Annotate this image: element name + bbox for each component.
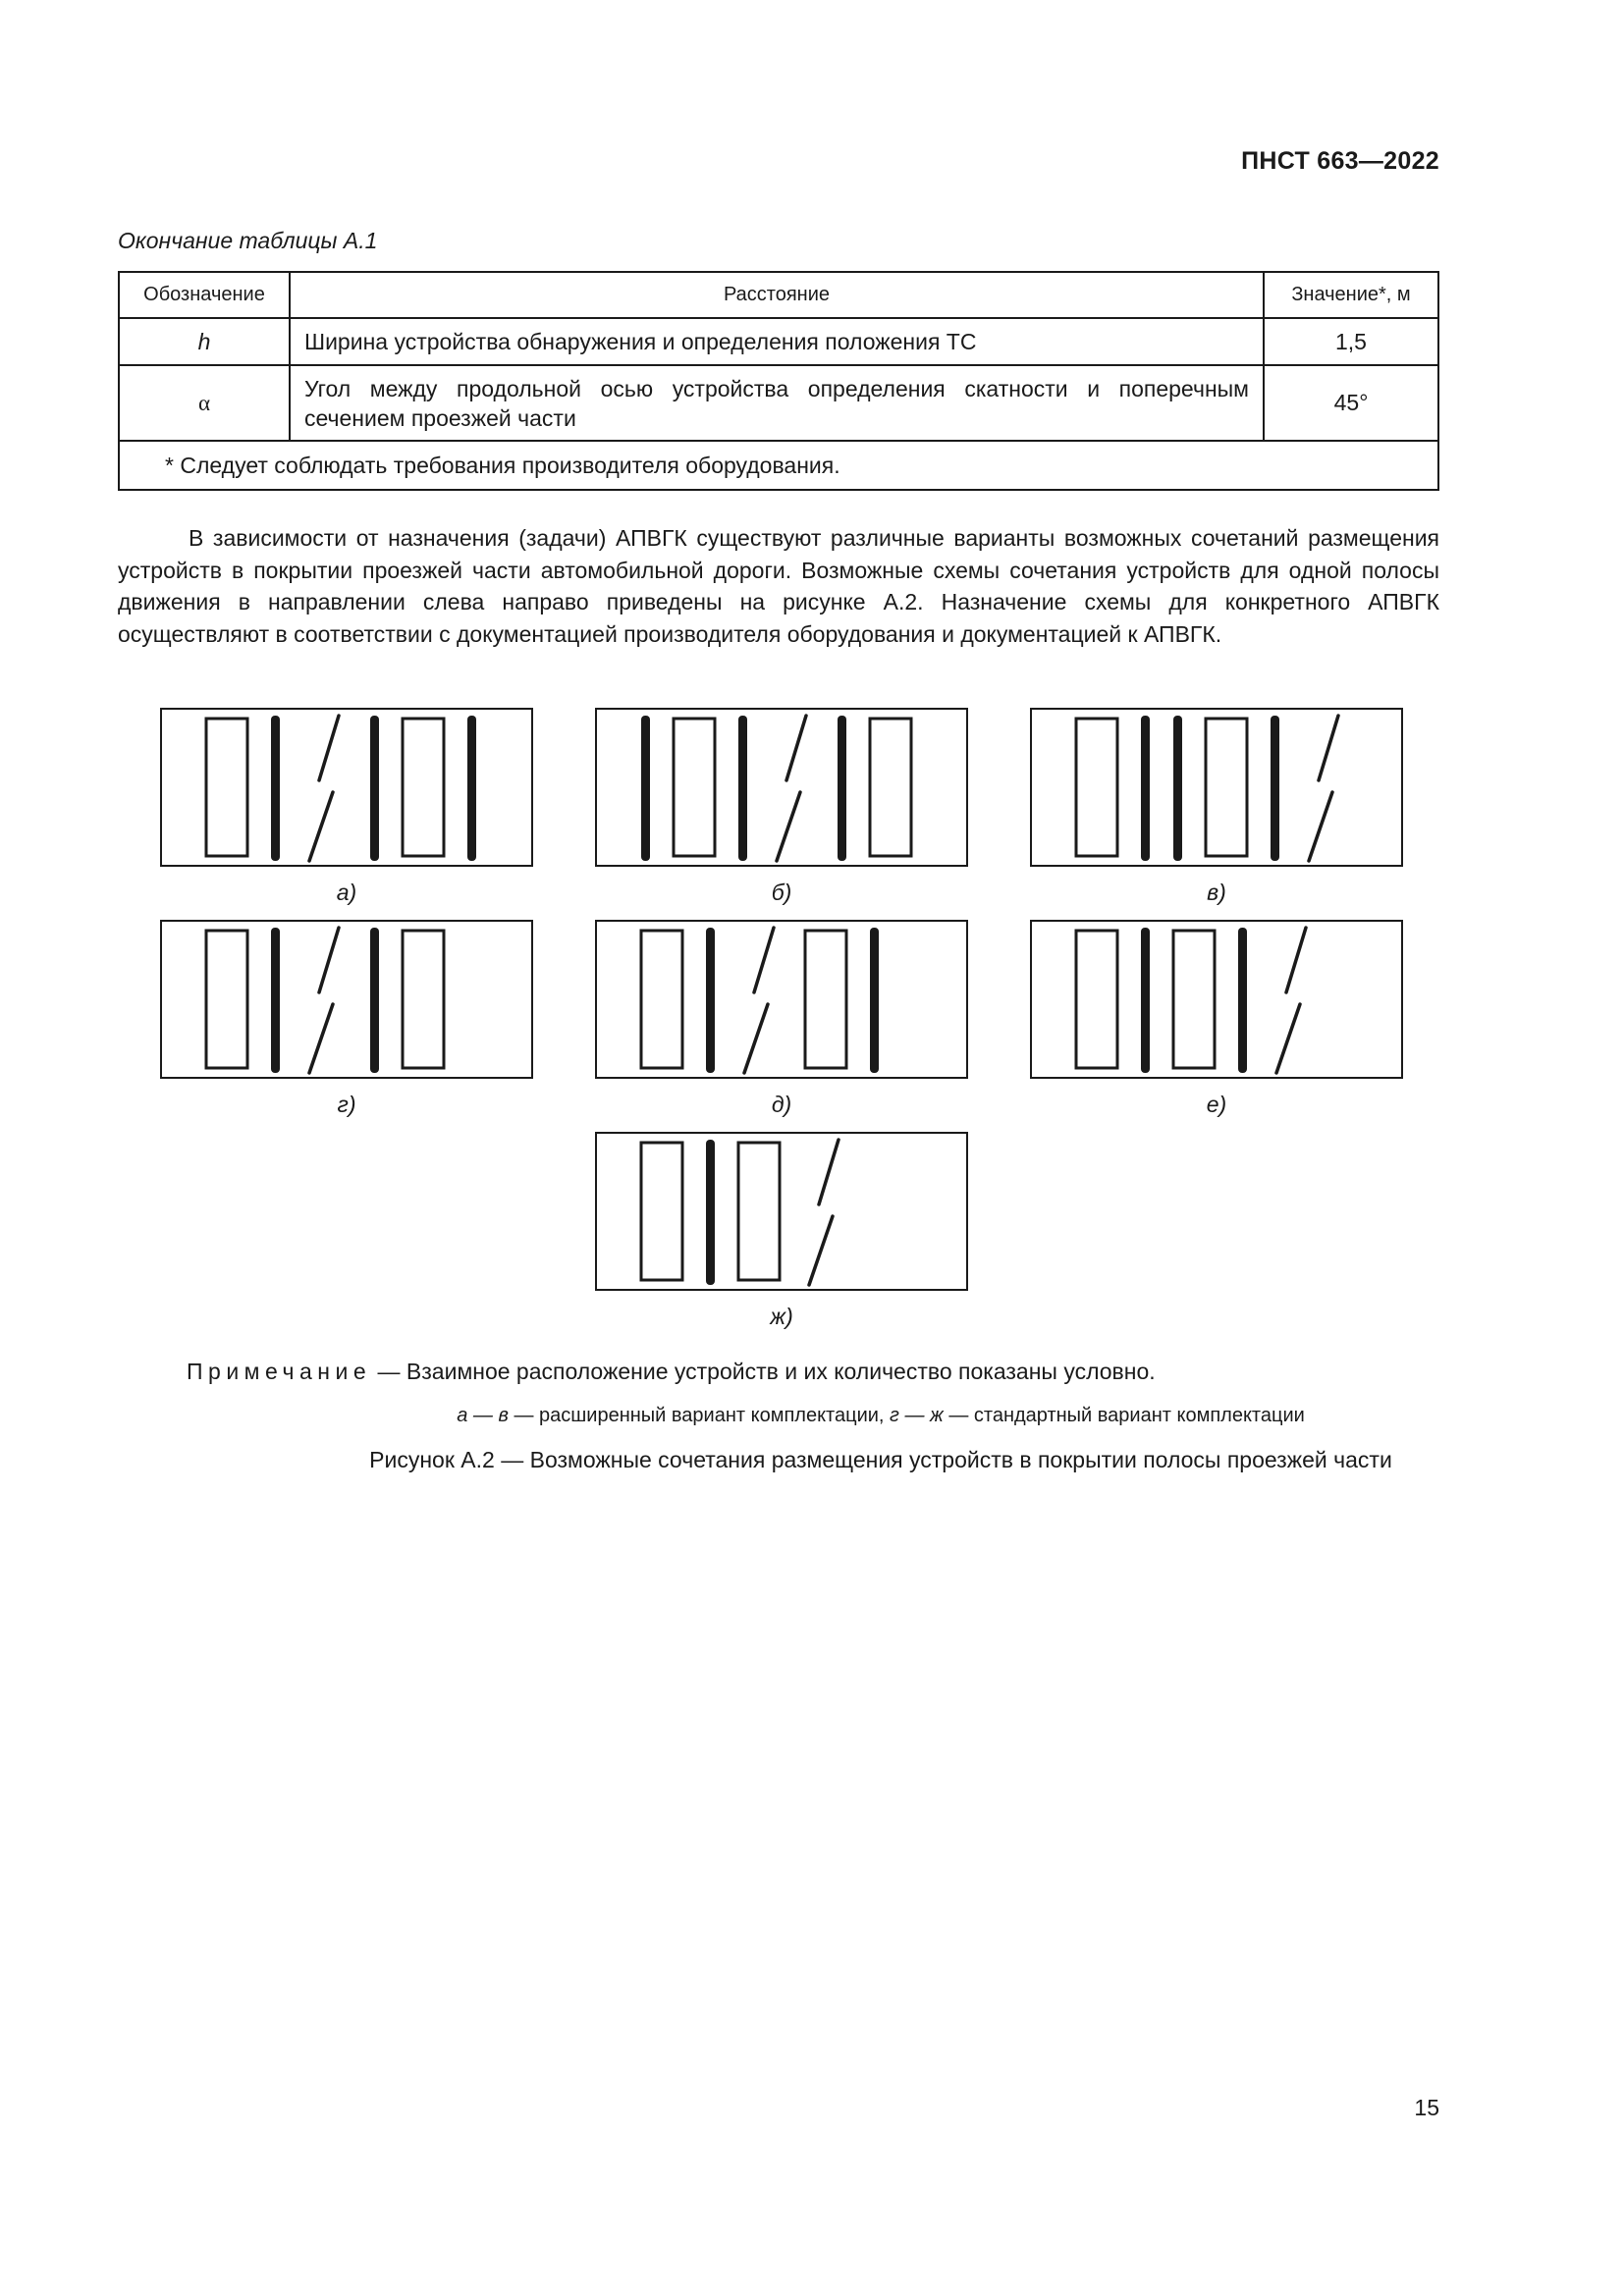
weighing-sensor-bar [1271,716,1279,861]
figure-legend [0,1405,1624,1427]
weighing-sensor-bar [1141,716,1150,861]
table-row [119,365,1438,441]
weighing-sensor-bar [706,1140,715,1285]
column-header-value: Значение*, м [1264,272,1438,318]
detection-device-rect [641,1143,682,1280]
row-symbol: α [119,365,290,441]
scheme-diagram-b [595,708,968,867]
detection-device-rect [206,719,247,856]
scheme-diagram-d [595,920,968,1079]
weighing-sensor-bar [870,928,879,1073]
weighing-sensor-bar [370,928,379,1073]
row-value: 1,5 [1264,318,1438,365]
detection-device-rect [641,931,682,1068]
scheme-label-v: в) [1207,880,1226,905]
scheme-diagram-a [160,708,533,867]
detection-device-rect [805,931,846,1068]
detection-device-rect [1076,931,1117,1068]
tire-sensor-diagonal [309,928,339,1073]
weighing-sensor-bar [1141,928,1150,1073]
scheme-label-e: е) [1206,1092,1227,1117]
scheme-diagram-e [1030,920,1403,1079]
scheme-label-zh: ж) [770,1304,793,1329]
column-header-symbol: Обозначение [119,272,290,318]
weighing-sensor-bar [641,716,650,861]
column-header-distance: Расстояние [290,272,1264,318]
body-paragraph: В зависимости от назначения (задачи) АПВГК существуют различные варианты возможных сочетаний размещения устройств в покрытии проезжей части автомобильной дороги. Возможные схемы сочетания устройств для одной полосы движения в направлении слева направо приведены на рисунке А.2. Назначение схемы для конкретного АПВГК осуществляют в соответствии с документацией производителя оборудования и документацией к АПВГК. [118,525,1439,647]
detection-device-rect [1076,719,1117,856]
legend-range-1: а — в [457,1405,509,1426]
row-description: Ширина устройства обнаружения и определения положения ТС [290,318,1264,365]
scheme-label-b: б) [771,880,792,905]
note-label: Примечание [187,1359,372,1384]
scheme-diagram-zh [595,1132,968,1291]
detection-device-rect [738,1143,780,1280]
weighing-sensor-bar [1238,928,1247,1073]
legend-text-1: — расширенный вариант комплектации, [508,1405,891,1426]
row-symbol: h [119,318,290,365]
figure-note [187,1359,1156,1385]
table-row [119,318,1438,365]
weighing-sensor-bar [271,928,280,1073]
table-footnote: * Следует соблюдать требования производителя оборудования. [119,441,1438,490]
detection-device-rect [674,719,715,856]
weighing-sensor-bar [838,716,846,861]
weighing-sensor-bar [1173,716,1182,861]
legend-range-2: г — ж [890,1405,944,1426]
detection-device-rect [403,719,444,856]
tire-sensor-diagonal [1276,928,1306,1073]
table-header-row [119,272,1438,318]
tire-sensor-diagonal [309,716,339,861]
tire-sensor-diagonal [809,1140,839,1285]
document-code: ПНСТ 663—2022 [1241,147,1439,175]
weighing-sensor-bar [738,716,747,861]
table-footnote-row [119,441,1438,490]
weighing-sensor-bar [271,716,280,861]
tire-sensor-diagonal [1309,716,1338,861]
figure-caption: Рисунок А.2 — Возможные сочетания размещения устройств в покрытии полосы проезжей части [369,1447,1392,1472]
scheme-label-g: г) [337,1092,356,1117]
detection-device-rect [1173,931,1215,1068]
scheme-label-a: а) [336,880,357,905]
scheme-diagram-v [1030,708,1403,867]
table-caption: Окончание таблицы А.1 [118,228,378,253]
tire-sensor-diagonal [777,716,806,861]
detection-device-rect [1206,719,1247,856]
legend-text-2: — стандартный вариант комплектации [943,1405,1305,1426]
weighing-sensor-bar [370,716,379,861]
row-description: Угол между продольной осью устройства определения скатности и поперечным сечением проезжей части [290,365,1264,441]
tire-sensor-diagonal [744,928,774,1073]
note-text: — Взаимное расположение устройств и их количество показаны условно. [371,1359,1156,1384]
detection-device-rect [206,931,247,1068]
weighing-sensor-bar [467,716,476,861]
weighing-sensor-bar [706,928,715,1073]
scheme-label-d: д) [771,1092,792,1117]
detection-device-rect [870,719,911,856]
page-number: 15 [1414,2095,1439,2120]
detection-device-rect [403,931,444,1068]
scheme-diagram-g [160,920,533,1079]
parameters-table [118,271,1439,491]
row-value: 45° [1264,365,1438,441]
